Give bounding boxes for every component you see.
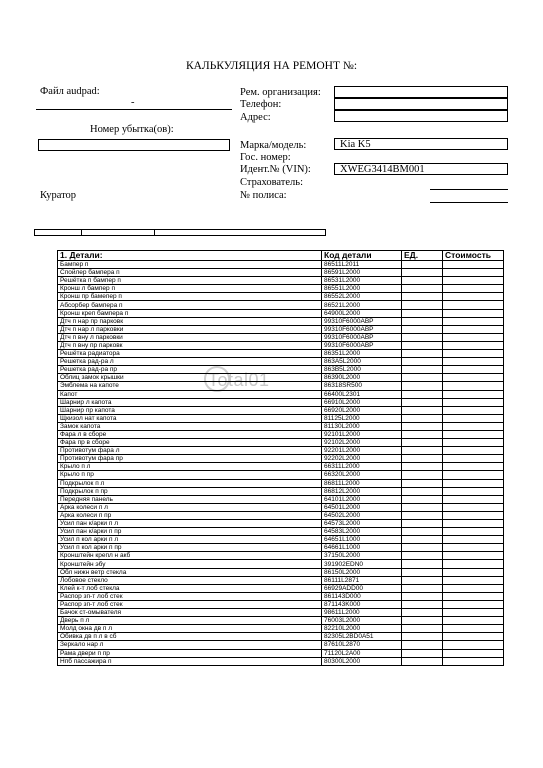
part-name-cell: Рама двери п пр [58,649,322,657]
unit-cell[interactable] [402,261,443,269]
unit-cell[interactable] [402,487,443,495]
unit-cell[interactable] [402,317,443,325]
table-row [58,625,504,633]
part-name-cell: Фара пр в сборе [58,439,322,447]
unit-cell[interactable] [402,301,443,309]
unit-cell[interactable] [402,309,443,317]
part-name-cell: Дверь п л [58,617,322,625]
part-code-cell: 92101L2000 [322,430,402,438]
unit-cell[interactable] [402,633,443,641]
cost-cell[interactable] [443,325,504,333]
unit-cell[interactable] [402,398,443,406]
table-row [58,584,504,592]
table-row [58,455,504,463]
unit-cell[interactable] [402,374,443,382]
unit-cell[interactable] [402,600,443,608]
cost-cell[interactable] [443,293,504,301]
part-name-cell: Замок капота [58,422,322,430]
table-row [58,568,504,576]
cost-cell[interactable] [443,398,504,406]
table-row [58,309,504,317]
unit-cell[interactable] [402,414,443,422]
unit-cell[interactable] [402,617,443,625]
table-row [58,503,504,511]
cost-cell[interactable] [443,406,504,414]
table-row [58,520,504,528]
part-code-cell: 64502L2000 [322,511,402,519]
table-row [58,358,504,366]
part-name-cell: Дтч п вну л парковки [58,333,322,341]
part-code-cell: 86552L2000 [322,293,402,301]
part-code-cell: 99310F6000ABP [322,341,402,349]
table-row [58,325,504,333]
part-name-cell: Кронштейн эбу [58,560,322,568]
policy-label: № полиса: [240,190,287,201]
unit-cell[interactable] [402,625,443,633]
cost-cell[interactable] [443,633,504,641]
cost-cell[interactable] [443,455,504,463]
unit-cell[interactable] [402,439,443,447]
part-name-cell: Решетка рад-ра пр [58,366,322,374]
unit-cell[interactable] [402,568,443,576]
cost-cell[interactable] [443,479,504,487]
part-code-cell: 86511L2011 [322,261,402,269]
part-name-cell: Обл нижн ветр стекла [58,568,322,576]
part-name-cell: Крыло п л [58,463,322,471]
table-row [58,333,504,341]
part-name-cell: Противотум фара пр [58,455,322,463]
part-name-cell: Бампер п [58,261,322,269]
cost-cell[interactable] [443,261,504,269]
table-row [58,544,504,552]
part-code-cell: 871143K000 [322,600,402,608]
part-code-cell: 86551L2000 [322,285,402,293]
unit-cell[interactable] [402,463,443,471]
part-code-cell: 92202L2000 [322,455,402,463]
part-name-cell: Усил пан к/арки п пр [58,528,322,536]
part-name-cell: Крыло п пр [58,471,322,479]
part-name-cell: Распор зп-т лоб стек [58,592,322,600]
cost-cell[interactable] [443,277,504,285]
unit-cell[interactable] [402,366,443,374]
cost-cell[interactable] [443,382,504,390]
unit-cell[interactable] [402,406,443,414]
cost-cell[interactable] [443,528,504,536]
watermark-text: Total01 [208,370,270,390]
part-code-cell: 86150L2000 [322,568,402,576]
part-code-cell: 66320L2000 [322,471,402,479]
part-code-cell: 64661L1000 [322,544,402,552]
part-name-cell: Щкизол нат капота [58,414,322,422]
table-row [58,285,504,293]
part-name-cell: Решетка рад-ра л [58,358,322,366]
part-name-cell: Кронш креп бампера п [58,309,322,317]
table-row [58,609,504,617]
table-row [58,657,504,665]
table-row [58,390,504,398]
file-label: Файл audpad: [40,86,100,97]
cost-cell[interactable] [443,463,504,471]
table-row [58,536,504,544]
strip-box-3 [154,229,326,236]
repair-org-label: Рем. организация: [240,87,321,98]
unit-cell[interactable] [402,390,443,398]
unit-cell[interactable] [402,325,443,333]
part-name-cell: Шарнир пр капота [58,406,322,414]
part-code-cell: 863B5L2000 [322,366,402,374]
part-name-cell: Абсорбер бампера п [58,301,322,309]
cost-cell[interactable] [443,600,504,608]
part-code-cell: 71120L2A00 [322,649,402,657]
cost-cell[interactable] [443,317,504,325]
unit-cell[interactable] [402,560,443,568]
table-row [58,317,504,325]
part-code-cell: 86812L2000 [322,487,402,495]
cost-cell[interactable] [443,617,504,625]
part-name-cell: Молд окна дв п л [58,625,322,633]
cost-cell[interactable] [443,657,504,665]
cost-cell[interactable] [443,430,504,438]
part-code-cell: 64573L2000 [322,520,402,528]
part-name-cell: Усил п кол арки п пр [58,544,322,552]
part-name-cell: Кронштейн крепл н акб [58,552,322,560]
loss-number-field[interactable] [38,139,230,151]
cost-cell[interactable] [443,568,504,576]
curator-label: Куратор [40,190,77,201]
cost-cell[interactable] [443,495,504,503]
part-code-cell: 76003L2000 [322,617,402,625]
part-code-cell: 98611L2000 [322,609,402,617]
header-parts: 1. Детали: [58,251,322,261]
unit-cell[interactable] [402,495,443,503]
parts-table-body [58,261,504,666]
part-code-cell: 66311L2000 [322,463,402,471]
part-name-cell: Кронш л бампер п [58,285,322,293]
table-row [58,350,504,358]
part-name-cell: Арка колеси п пр [58,511,322,519]
unit-cell[interactable] [402,520,443,528]
part-code-cell: 81130L2000 [322,422,402,430]
cost-cell[interactable] [443,584,504,592]
unit-cell[interactable] [402,576,443,584]
cost-cell[interactable] [443,422,504,430]
table-row [58,479,504,487]
part-code-cell: 99310F6000ABP [322,333,402,341]
table-row [58,366,504,374]
cost-cell[interactable] [443,447,504,455]
table-row [58,341,504,349]
part-code-cell: 64651L1000 [322,536,402,544]
cost-cell[interactable] [443,503,504,511]
unit-cell[interactable] [402,350,443,358]
part-code-cell: 87610L2870 [322,641,402,649]
table-row [58,600,504,608]
part-code-cell: 92201L2000 [322,447,402,455]
part-name-cell: Фара л в сборе [58,430,322,438]
cost-cell[interactable] [443,576,504,584]
table-row [58,471,504,479]
part-name-cell: Подкрылок п л [58,479,322,487]
policy-underline [430,202,508,203]
part-code-cell: 64900L2000 [322,309,402,317]
part-code-cell: 86351L2000 [322,350,402,358]
unit-cell[interactable] [402,503,443,511]
part-name-cell: Решётка радиатора [58,350,322,358]
unit-cell[interactable] [402,455,443,463]
unit-cell[interactable] [402,511,443,519]
parts-table [57,250,504,666]
phone-label: Телефон: [240,99,282,110]
part-code-cell: 80300L2000 [322,657,402,665]
file-underline [36,109,232,110]
part-name-cell: Нпб пассажира п [58,657,322,665]
file-dash: - [131,97,135,108]
unit-cell[interactable] [402,447,443,455]
unit-cell[interactable] [402,422,443,430]
table-row [58,633,504,641]
table-row [58,301,504,309]
cost-cell[interactable] [443,649,504,657]
header-part-code: Код детали [322,251,402,261]
table-row [58,277,504,285]
cost-cell[interactable] [443,609,504,617]
table-row [58,293,504,301]
part-code-cell: 863A5L2000 [322,358,402,366]
unit-cell[interactable] [402,536,443,544]
table-row [58,430,504,438]
table-row [58,511,504,519]
unit-cell[interactable] [402,430,443,438]
table-row [58,374,504,382]
gov-number-label: Гос. номер: [240,152,291,163]
header-unit: ЕД. [402,251,443,261]
table-row [58,560,504,568]
cost-cell[interactable] [443,301,504,309]
part-name-cell: Подкрылок п пр [58,487,322,495]
part-name-cell: Спойлер бампера п [58,269,322,277]
address-label: Адрес: [240,112,271,123]
cost-cell[interactable] [443,269,504,277]
address-field[interactable] [334,110,508,122]
unit-cell[interactable] [402,471,443,479]
header-cost: Стоимость [443,251,504,261]
table-row [58,592,504,600]
part-code-cell: 66920L2000 [322,406,402,414]
part-code-cell: 82210L2000 [322,625,402,633]
part-code-cell: 99310F6000ABP [322,325,402,333]
table-row [58,406,504,414]
part-name-cell: Противотум фара л [58,447,322,455]
part-code-cell: 86811L2000 [322,479,402,487]
loss-number-label: Номер убытка(ов): [90,124,174,135]
part-name-cell: Дтч п нар л парковки [58,325,322,333]
cost-cell[interactable] [443,560,504,568]
cost-cell[interactable] [443,374,504,382]
table-row [58,422,504,430]
repair-org-field[interactable] [334,86,508,98]
part-name-cell: Облиц замок крышки [58,374,322,382]
cost-cell[interactable] [443,536,504,544]
unit-cell[interactable] [402,269,443,277]
part-code-cell: 82305L2BD0A51 [322,633,402,641]
table-row [58,261,504,269]
cost-cell[interactable] [443,641,504,649]
cost-cell[interactable] [443,366,504,374]
insured-underline [430,189,508,190]
cost-cell[interactable] [443,511,504,519]
part-code-cell: 86521L2000 [322,301,402,309]
cost-cell[interactable] [443,552,504,560]
part-name-cell: Капот [58,390,322,398]
table-row [58,269,504,277]
part-name-cell: Шарнир л капота [58,398,322,406]
cost-cell[interactable] [443,439,504,447]
make-model-field[interactable]: Kia K5 [334,138,508,150]
phone-field[interactable] [334,98,508,110]
unit-cell[interactable] [402,609,443,617]
cost-cell[interactable] [443,414,504,422]
part-code-cell: 66910L2000 [322,398,402,406]
part-code-cell: 64583L2000 [322,528,402,536]
cost-cell[interactable] [443,544,504,552]
part-code-cell: 66929ADD00 [322,584,402,592]
part-code-cell: 64101L2000 [322,495,402,503]
unit-cell[interactable] [402,657,443,665]
table-row [58,528,504,536]
insured-label: Страхователь: [240,177,303,188]
table-row [58,447,504,455]
cost-cell[interactable] [443,625,504,633]
cost-cell[interactable] [443,520,504,528]
cost-cell[interactable] [443,487,504,495]
cost-cell[interactable] [443,333,504,341]
part-name-cell: Арка колеси п л [58,503,322,511]
cost-cell[interactable] [443,341,504,349]
table-row [58,649,504,657]
part-name-cell: Передняя панель [58,495,322,503]
part-name-cell: Зеркало нар л [58,641,322,649]
cost-cell[interactable] [443,592,504,600]
unit-cell[interactable] [402,479,443,487]
part-code-cell: 99310F6000ABP [322,317,402,325]
part-code-cell: 86111L2871 [322,576,402,584]
table-row [58,641,504,649]
strip-box-2 [81,229,155,236]
part-name-cell: Усил п кол арки п л [58,536,322,544]
strip-box-1 [34,229,82,236]
part-name-cell: Распор зп-т лоб стек [58,600,322,608]
table-row [58,439,504,447]
part-name-cell: Дтч п вну пр парковк [58,341,322,349]
unit-cell[interactable] [402,544,443,552]
unit-cell[interactable] [402,528,443,536]
part-code-cell: 64501L2000 [322,503,402,511]
table-row [58,576,504,584]
unit-cell[interactable] [402,584,443,592]
table-row [58,398,504,406]
vin-label: Идент.№ (VIN): [240,164,311,175]
part-name-cell: Эмблема на капоте [58,382,322,390]
table-row [58,617,504,625]
part-code-cell: 86591L2000 [322,269,402,277]
part-code-cell: 66400L2301 [322,390,402,398]
unit-cell[interactable] [402,277,443,285]
part-code-cell: 81125L2000 [322,414,402,422]
part-code-cell: 86531L2000 [322,277,402,285]
unit-cell[interactable] [402,641,443,649]
unit-cell[interactable] [402,285,443,293]
part-name-cell: Обивка дв п л в сб [58,633,322,641]
cost-cell[interactable] [443,309,504,317]
table-row [58,463,504,471]
unit-cell[interactable] [402,333,443,341]
unit-cell[interactable] [402,358,443,366]
part-code-cell: 86390L2000 [322,374,402,382]
part-name-cell: Решётка п бампер п [58,277,322,285]
document-title: КАЛЬКУЛЯЦИЯ НА РЕМОНТ №: [185,60,358,72]
unit-cell[interactable] [402,382,443,390]
unit-cell[interactable] [402,293,443,301]
part-name-cell: Кронш пр бамепер п [58,293,322,301]
part-name-cell: Клей к-т лоб стекла [58,584,322,592]
table-row [58,414,504,422]
table-row [58,495,504,503]
cost-cell[interactable] [443,350,504,358]
part-name-cell: Лобовое стекло [58,576,322,584]
part-code-cell: 92102L2000 [322,439,402,447]
part-code-cell: 391902EDN0 [322,560,402,568]
part-name-cell: Дтч п нар пр парковк [58,317,322,325]
unit-cell[interactable] [402,592,443,600]
part-code-cell: 861143D000 [322,592,402,600]
part-name-cell: Бачок ст-омывателя [58,609,322,617]
cost-cell[interactable] [443,390,504,398]
part-code-cell: 37150L2000 [322,552,402,560]
part-code-cell: 86318SR500 [322,382,402,390]
unit-cell[interactable] [402,341,443,349]
cost-cell[interactable] [443,471,504,479]
make-model-label: Марка/модель: [240,140,307,151]
cost-cell[interactable] [443,285,504,293]
vin-field[interactable]: XWEG3414BM001 [334,163,508,175]
unit-cell[interactable] [402,649,443,657]
part-name-cell: Усил пан к/арки п л [58,520,322,528]
unit-cell[interactable] [402,552,443,560]
table-row [58,552,504,560]
cost-cell[interactable] [443,358,504,366]
table-header-row [58,251,504,261]
table-row [58,382,504,390]
table-row [58,487,504,495]
